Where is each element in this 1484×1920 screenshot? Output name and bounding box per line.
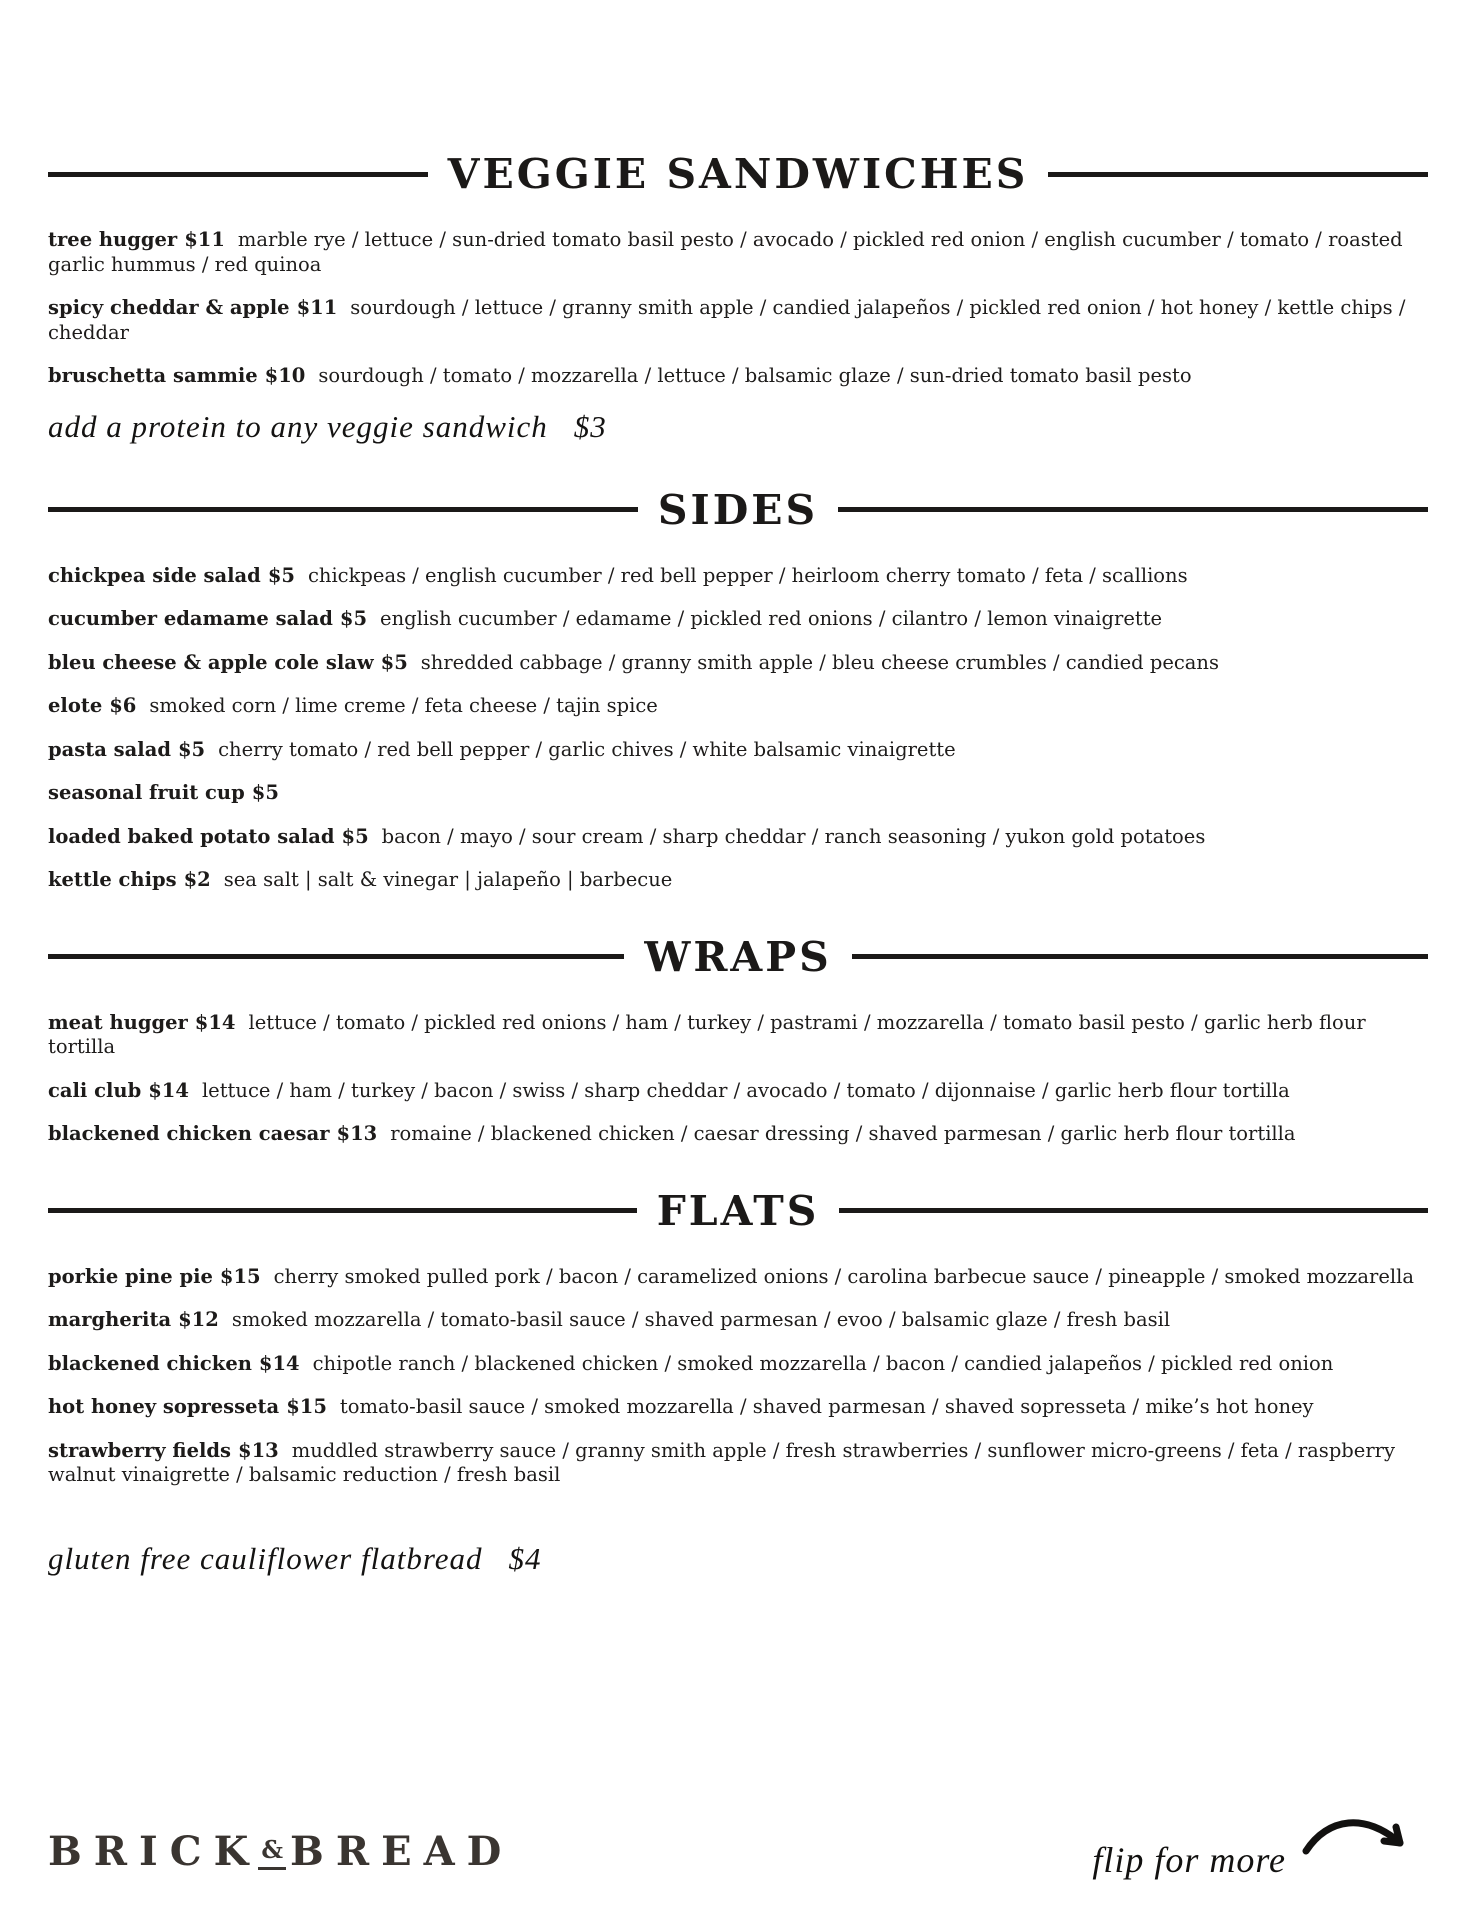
note-price: $4 [508,1540,542,1576]
item-price: $14 [258,1351,300,1375]
section-note [48,408,1428,446]
item-price: $5 [267,563,295,587]
menu-item [48,564,1428,589]
menu-item [48,364,1428,389]
item-name: elote [48,694,103,717]
item-name: seasonal fruit cup [48,781,245,804]
item-name: pasta salad [48,737,171,761]
item-desc: sea salt | salt & vinegar | jalapeño | barbecue [223,868,673,891]
menu-section [48,486,1428,893]
item-desc: romaine / blackened chicken / caesar dressing / shaved parmesan / garlic herb flour tortilla [390,1122,1296,1145]
menu-item [48,1011,1428,1060]
item-name: kettle chips [48,868,177,891]
item-name: chickpea side salad [48,563,261,587]
flip-for-more [1092,1809,1420,1895]
item-name: cali club [48,1078,142,1102]
item-price: $5 [341,824,369,848]
logo-brick: BRICK [48,1827,261,1875]
menu-item [48,607,1428,632]
item-desc: smoked corn / lime creme / feta cheese / tajin spice [149,694,658,717]
item-desc: sourdough / tomato / mozzarella / lettuce / balsamic glaze / sun-dried tomato basil pesto [318,364,1192,387]
item-desc: marble rye / lettuce / sun-dried tomato basil pesto / avocado / pickled red onion / english cucumber / tomato / roasted garlic hummus / red quinoa [48,228,1403,276]
logo-bread: BREAD [290,1827,514,1875]
item-desc: lettuce / tomato / pickled red onions / ham / turkey / pastrami / mozzarella / tomato basil pesto / garlic herb flour tortilla [48,1010,1366,1058]
menu-section [48,1187,1428,1578]
menu-item [48,781,1428,806]
logo-ampersand-wrap [258,1828,286,1877]
note-text: add a protein to any veggie sandwich [48,408,548,444]
item-desc: lettuce / ham / turkey / bacon / swiss / sharp cheddar / avocado / tomato / dijonnaise / garlic herb flour tortilla [201,1078,1290,1102]
menu-item [48,651,1428,676]
section-items [48,1265,1428,1488]
section-title: WRAPS [644,932,832,981]
item-name: bruschetta sammie [48,364,258,387]
item-price: $5 [339,607,368,630]
item-price: $2 [183,868,211,891]
menu-sections [48,150,1428,1578]
brand-logo [48,1828,513,1877]
flip-note-text: flip for more [1092,1840,1286,1880]
item-name: spicy cheddar & apple [48,296,290,319]
menu-item [48,1079,1428,1104]
section-title: VEGGIE SANDWICHES [447,150,1029,198]
item-name: hot honey sopresseta [48,1395,280,1418]
item-price: $14 [194,1010,236,1034]
item-price: $10 [264,364,306,387]
section-header [48,150,1428,198]
menu-item [48,825,1428,850]
item-price: $5 [251,781,279,804]
menu-item [48,1395,1428,1420]
item-name: bleu cheese & apple cole slaw [48,650,374,674]
menu-item [48,296,1428,345]
logo-ampersand: & [258,1835,286,1870]
item-desc: shredded cabbage / granny smith apple / bleu cheese crumbles / candied pecans [420,650,1219,674]
item-desc: bacon / mayo / sour cream / sharp cheddar / ranch seasoning / yukon gold potatoes [381,824,1206,848]
item-name: margherita [48,1308,172,1331]
section-title: SIDES [657,485,819,534]
item-price: $14 [148,1078,189,1102]
footer [48,1792,1420,1912]
item-price: $6 [109,694,137,717]
item-name: meat hugger [48,1010,188,1034]
item-name: tree hugger [48,228,178,251]
item-price: $11 [184,228,225,251]
section-header [48,1187,1428,1235]
item-name: porkie pine pie [48,1264,213,1288]
menu-item [48,738,1428,763]
item-price: $5 [380,650,408,674]
note-price: $3 [573,408,607,444]
item-price: $12 [178,1308,219,1331]
item-desc: smoked mozzarella / tomato-basil sauce / shaved parmesan / evoo / balsamic glaze / fresh basil [231,1308,1171,1331]
menu-item [48,1122,1428,1147]
section-title: FLATS [656,1186,820,1235]
item-desc: tomato-basil sauce / smoked mozzarella / shaved parmesan / shaved sopresseta / mike’s hot honey [339,1395,1314,1418]
item-desc: chipotle ranch / blackened chicken / smoked mozzarella / bacon / candied jalapeños / pickled red onion [312,1351,1334,1375]
menu-item [48,1439,1428,1488]
item-desc: chickpeas / english cucumber / red bell pepper / heirloom cherry tomato / feta / scallions [307,563,1188,587]
item-price: $11 [296,296,338,319]
menu-item [48,868,1428,893]
item-name: blackened chicken caesar [48,1122,330,1145]
item-name: blackened chicken [48,1351,252,1375]
item-desc: sourdough / lettuce / granny smith apple / candied jalapeños / pickled red onion / hot honey / kettle chips / cheddar [48,296,1406,344]
section-rule-right [839,1208,1428,1213]
item-name: cucumber edamame salad [48,607,333,630]
item-price: $13 [238,1438,279,1462]
menu-item [48,1352,1428,1377]
item-desc: cherry smoked pulled pork / bacon / caramelized onions / carolina barbecue sauce / pineapple / smoked mozzarella [273,1264,1414,1288]
section-rule-left [48,954,624,959]
section-rule-right [1048,172,1428,177]
section-rule-right [852,954,1428,959]
item-price: $5 [177,737,206,761]
section-header [48,933,1428,981]
note-text: gluten free cauliflower flatbread [48,1540,483,1576]
item-name: loaded baked potato salad [48,824,335,848]
section-rule-left [48,1208,637,1213]
item-desc: muddled strawberry sauce / granny smith apple / fresh strawberries / sunflower micro-greens / feta / raspberry walnut vinaigrette / balsamic reduction / fresh basil [48,1438,1395,1486]
section-header [48,486,1428,534]
item-name: strawberry fields [48,1438,231,1462]
item-price: $15 [219,1264,261,1288]
section-items [48,228,1428,389]
menu-section [48,933,1428,1147]
menu-section [48,150,1428,446]
curved-arrow-down-right-icon [1300,1809,1420,1873]
section-items [48,564,1428,893]
section-rule-right [838,507,1428,512]
item-price: $15 [286,1395,327,1418]
menu-item [48,228,1428,277]
item-price: $13 [336,1122,378,1145]
menu-item [48,1308,1428,1333]
section-rule-left [48,172,428,177]
item-desc: cherry tomato / red bell pepper / garlic chives / white balsamic vinaigrette [218,737,956,761]
item-desc: english cucumber / edamame / pickled red onions / cilantro / lemon vinaigrette [380,607,1163,630]
section-rule-left [48,507,638,512]
section-note [48,1540,1428,1578]
section-items [48,1011,1428,1147]
menu-item [48,1265,1428,1290]
menu-item [48,694,1428,719]
